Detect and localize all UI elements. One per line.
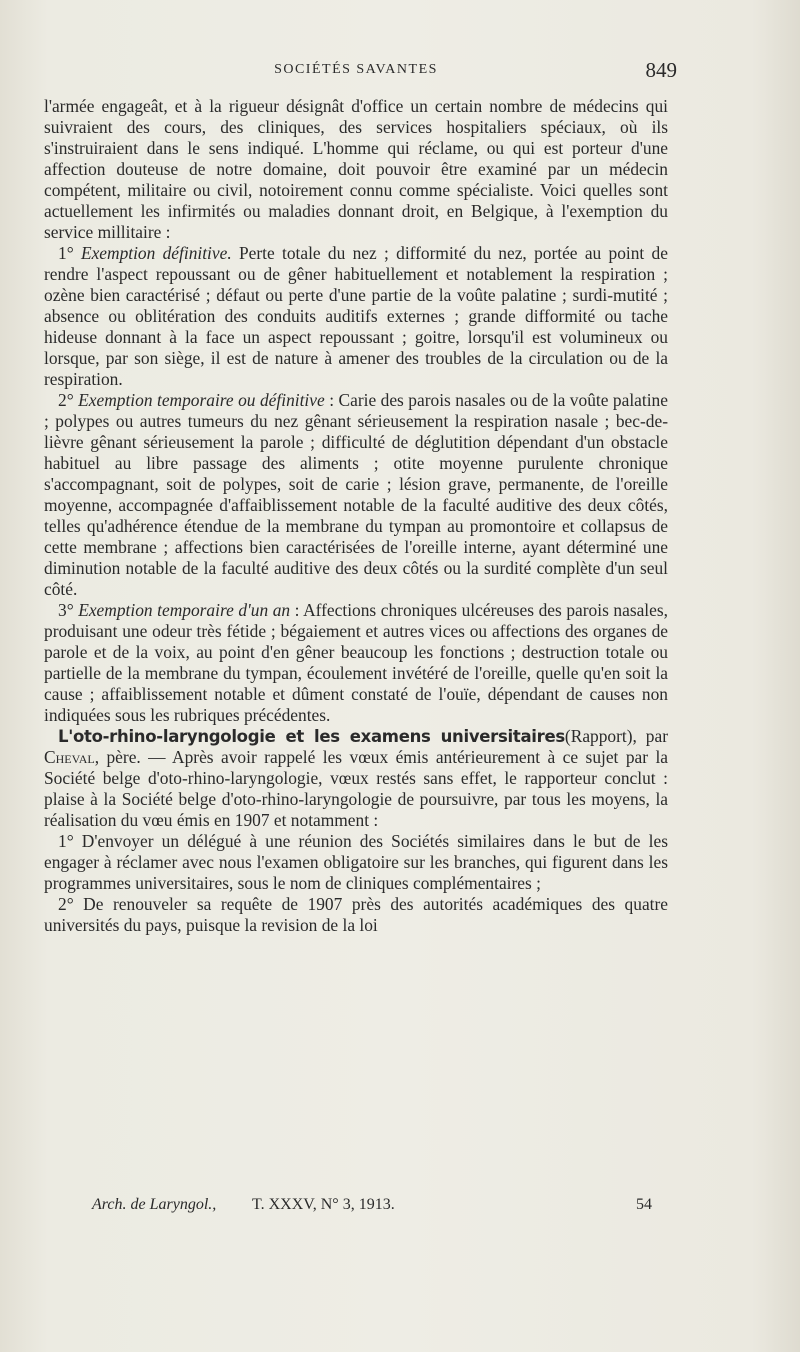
body-text: [44, 96, 668, 936]
section-title: L'oto-rhino-laryngologie et les examens universitaires: [58, 727, 565, 746]
item-body: Perte totale du nez ; difformité du nez, portée au point de rendre l'aspect repoussant ou de gêner habituellement et notablement la respiration ; ozène bien caractérisé ; défaut ou perte d'une partie de la voûte palatine ; surdi-mutité ; absence ou oblitération des conduits auditifs externes ; grande difformité ou tache hideuse donnant à la face un aspect repoussant ; goitre, lorsqu'il est volumineux ou lorsque, par son siège, il est de nature à amener des troubles de la circulation ou de la respiration.: [44, 243, 668, 389]
paragraph-point-2: 2° De renouveler sa requête de 1907 près des autorités académiques des quatre universités du pays, puisque la revision de la loi: [44, 894, 668, 935]
paragraph-section-report: [44, 726, 668, 831]
report-author: Cheval: [44, 747, 95, 767]
running-head: SOCIÉTÉS SAVANTES: [274, 62, 438, 77]
item-title: Exemption définitive.: [80, 243, 232, 263]
page-header: [44, 58, 677, 86]
item-number: 1°: [58, 243, 74, 263]
footer-signature: 54: [636, 1196, 652, 1213]
report-label: (Rapport), par: [564, 726, 668, 746]
page-number: 849: [645, 58, 677, 82]
item-body: : Affections chroniques ulcéreuses des parois nasales, produisant une odeur très fétide ; bégaiement et autres vices ou affections des organes de parole et de la voix, au point d'en gêner beaucoup les fonctions ; destruction totale ou partielle de la membrane du tympan, écoulement invétéré de l'oreille, quelle qu'en soit la cause ; affaiblissement notable et dûment constaté de l'ouïe, dépendant de causes non indiquées sous les rubriques précédentes.: [44, 600, 668, 725]
item-number: 2°: [58, 390, 74, 410]
paragraph-point-1: 1° D'envoyer un délégué à une réunion des Sociétés similaires dans le but de les engager à réclamer avec nous l'examen obligatoire sur les branches, qui figurent dans les programmes universitaires, sous le nom de cliniques complémentaires ;: [44, 831, 668, 893]
paragraph-exemption-temporaire-ou-definitive: [44, 390, 668, 600]
paragraph-exemption-temporaire: [44, 600, 668, 726]
paragraph-1: l'armée engageât, et à la rigueur désignât d'office un certain nombre de médecins qui suivraient des cours, des cliniques, des services hospitaliers spéciaux, où ils s'instruiraient dans le sens indiqué. L'homme qui réclame, ou qui est porteur d'une affection douteuse de notre domaine, doit pouvoir être examiné par un médecin compétent, militaire ou civil, notoirement connu comme spécialiste. Voici quelles sont actuellement les infirmités ou maladies donnant droit, en Belgique, à l'exemption du service millitaire :: [44, 96, 668, 242]
item-title: Exemption temporaire d'un an: [78, 600, 291, 620]
report-body: , père. — Après avoir rappelé les vœux émis antérieurement à ce sujet par la Société belge d'oto-rhino-laryngologie, vœux restés sans effet, le rapporteur conclut : plaise à la Société belge d'oto-rhino-laryngologie de poursuivre, par tous les moyens, la réalisation du vœu émis en 1907 et notamment :: [44, 747, 668, 830]
footer-journal: Arch. de Laryngol.,: [92, 1196, 217, 1213]
paragraph-exemption-definitive: [44, 243, 668, 390]
item-number: 3°: [58, 600, 74, 620]
footer-volume: T. XXXV, N° 3, 1913.: [252, 1196, 395, 1213]
item-body: : Carie des parois nasales ou de la voûte palatine ; polypes ou autres tumeurs du nez gênant sérieusement la respiration nasale ; bec-de-lièvre gênant sérieusement la parole ; difficulté de déglutition dépendant d'un obstacle habituel au libre passage des aliments ; otite moyenne purulente chronique s'accompagnant, soit de polypes, soit de carie ; lésion grave, permanente, de l'oreille moyenne, accompagnée d'affaiblissement notable de la faculté auditive des deux côtés, telles qu'adhérence étendue de la membrane du tympan au promontoire et collapsus de cette membrane ; affections bien caractérisées de l'oreille interne, ayant déterminé une diminution notable de la faculté auditive des deux côtés ou la surdité complète d'un seul côté.: [44, 390, 668, 599]
page-footer: [92, 1196, 652, 1218]
item-title: Exemption temporaire ou définitive: [78, 390, 325, 410]
